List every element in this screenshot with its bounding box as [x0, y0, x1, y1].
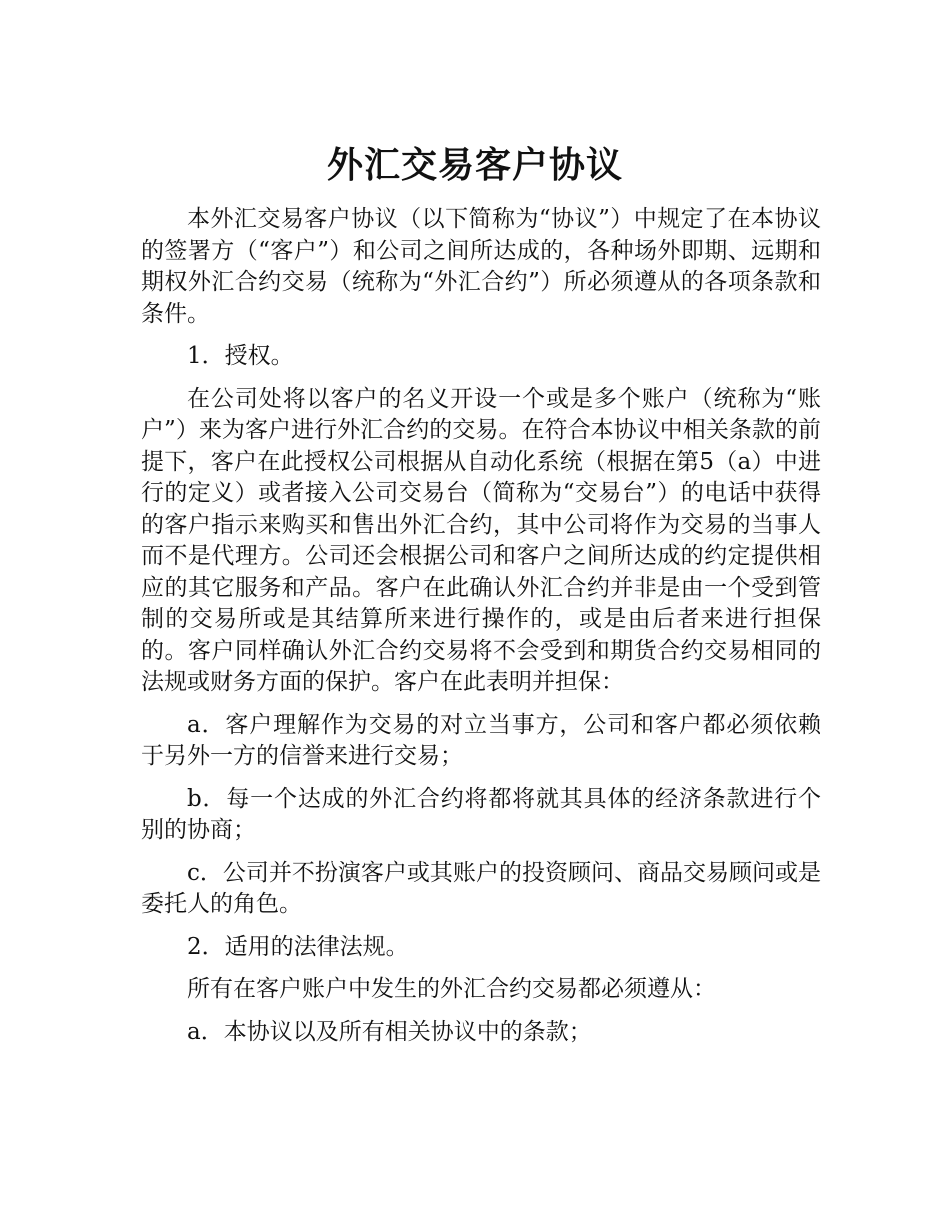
section-1-heading: 1．授权。 [187, 343, 294, 369]
list-item-b: b．每一个达成的外汇合约将都将就其具体的经济条款进行个别的协商； [141, 785, 821, 843]
document-body [141, 204, 821, 1059]
intro-paragraph: 本外汇交易客户协议（以下简称为“协议”）中规定了在本协议的签署方（“客户”）和公司之间所达成的，各种场外即期、远期和期权外汇合约交易（统称为“外汇合约”）所必须遵从的各项条款和条件。 [141, 206, 821, 327]
document-title: 外汇交易客户协议 [326, 145, 623, 187]
section-1-paragraph: 在公司处将以客户的名义开设一个或是多个账户（统称为“账户”）来为客户进行外汇合约的交易。在符合本协议中相关条款的前提下，客户在此授权公司根据从自动化系统（根据在第5（a）中进行的定义）或者接入公司交易台（简称为“交易台”）的电话中获得的客户指示来购买和售出外汇合约，其中公司将作为交易的当事人而不是代理方。公司还会根据公司和客户之间所达成的约定提供相应的其它服务和产品。客户在此确认外汇合约并非是由一个受到管制的交易所或是其结算所来进行操作的，或是由后者来进行担保的。客户同样确认外汇合约交易将不会受到和期货合约交易相同的法规或财务方面的保护。客户在此表明并担保： [141, 385, 821, 695]
list-item-a: a．客户理解作为交易的对立当事方，公司和客户都必须依赖于另外一方的信誉来进行交易； [141, 711, 821, 769]
section-2-heading: 2．适用的法律法规。 [187, 933, 409, 960]
section-2-paragraph: 所有在客户账户中发生的外汇合约交易都必须遵从： [187, 976, 716, 1002]
list-item-c: c．公司并不扮演客户或其账户的投资顾问、商品交易顾问或是委托人的角色。 [141, 859, 821, 917]
section-2-item-a: a．本协议以及所有相关协议中的条款； [187, 1018, 592, 1045]
